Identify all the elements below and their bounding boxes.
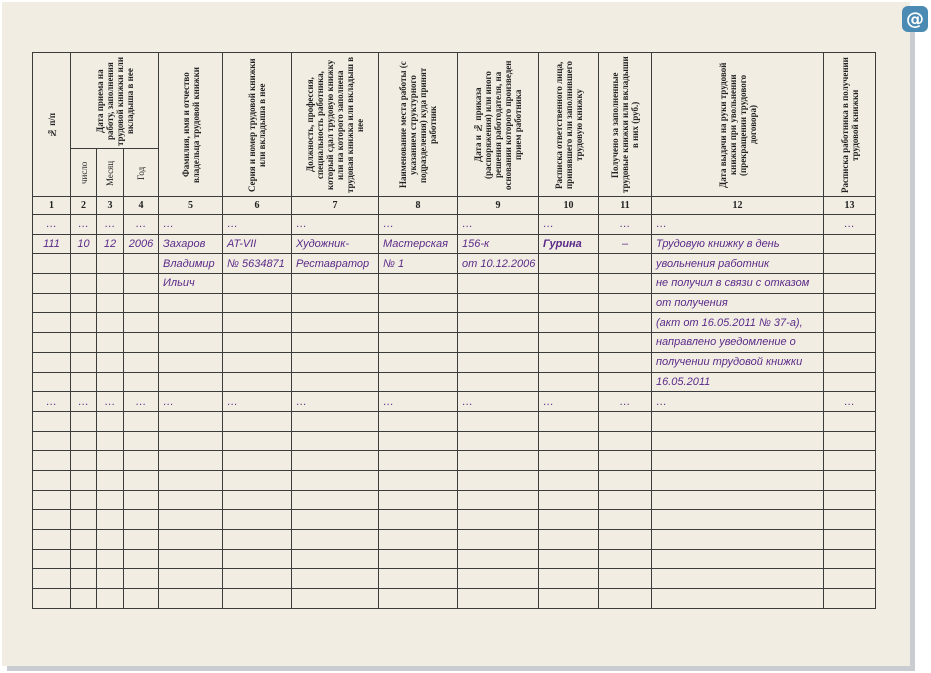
table-row (33, 530, 876, 550)
cell: … (124, 215, 159, 235)
header-responsible-signature: Расписка ответственного лица, принявшего или заполнившего трудовую книжку (539, 53, 599, 197)
cell: … (71, 392, 97, 412)
cell: … (71, 215, 97, 235)
table-row (33, 451, 876, 471)
table-row (33, 372, 876, 392)
header-date-group: Дата приема на работу, заполнения трудовой книжки или вкладыша в нее (71, 53, 159, 149)
entry-num: 111 (33, 234, 71, 254)
column-number: 7 (292, 197, 379, 215)
cell: … (379, 215, 458, 235)
labor-book-journal-table (32, 52, 876, 609)
cell: … (223, 392, 292, 412)
cell: … (458, 392, 539, 412)
table-row (33, 293, 876, 313)
cell: … (33, 215, 71, 235)
header-issue-date: Дата выдачи на руки трудовой книжки при увольнении (прекращении трудового договора) (652, 53, 824, 197)
entry-series: AT-VII (223, 234, 292, 254)
column-number: 10 (539, 197, 599, 215)
column-number: 5 (159, 197, 223, 215)
entry-issue: направлено уведомление о (652, 333, 824, 353)
table-row (33, 234, 876, 254)
header-paid: Получено за заполненные трудовые книжки или вкладыши в них (руб.) (599, 53, 652, 197)
entry-order: от 10.12.2006 (458, 254, 539, 274)
entry-name: Владимир (159, 254, 223, 274)
column-number: 1 (33, 197, 71, 215)
entry-year: 2006 (124, 234, 159, 254)
cell: … (33, 392, 71, 412)
cell: … (159, 215, 223, 235)
table-row (33, 549, 876, 569)
entry-issue: не получил в связи с отказом (652, 274, 824, 294)
column-number: 11 (599, 197, 652, 215)
cell: … (824, 392, 876, 412)
cell: … (97, 392, 124, 412)
entry-issue: увольнения работник (652, 254, 824, 274)
cell: … (539, 392, 599, 412)
header-day: число (71, 149, 97, 197)
header-month: Месяц (97, 149, 124, 197)
header-position: Должность, профессия, специальность работника, который сдал трудовую книжку или на которого заполнена трудовая книжка или вкладыш в нее (292, 53, 379, 197)
entry-order: 156-к (458, 234, 539, 254)
column-number: 8 (379, 197, 458, 215)
entry-day: 10 (71, 234, 97, 254)
entry-position: Художник- (292, 234, 379, 254)
header-series: Серия и номер трудовой книжки или вкладыша в нее (223, 53, 292, 197)
column-number: 6 (223, 197, 292, 215)
entry-name: Захаров (159, 234, 223, 254)
table-row (33, 411, 876, 431)
cell: … (539, 215, 599, 235)
entry-name: Ильич (159, 274, 223, 294)
entry-workplace: № 1 (379, 254, 458, 274)
cell: … (652, 392, 824, 412)
header-employee-signature: Расписка работника в получении трудовой книжки (824, 53, 876, 197)
entry-workplace: Мастерская (379, 234, 458, 254)
table-row (33, 589, 876, 609)
table-row (33, 431, 876, 451)
cell: … (292, 215, 379, 235)
header-num: № п/п (33, 53, 71, 197)
cell: … (599, 392, 652, 412)
cell: … (379, 392, 458, 412)
cell: … (223, 215, 292, 235)
entry-issue: (акт от 16.05.2011 № 37-а), (652, 313, 824, 333)
table-row (33, 352, 876, 372)
entry-issue: Трудовую книжку в день (652, 234, 824, 254)
cell: … (652, 215, 824, 235)
entry-month: 12 (97, 234, 124, 254)
cell: … (97, 215, 124, 235)
header-year: Год (124, 149, 159, 197)
column-number: 12 (652, 197, 824, 215)
entry-issue: получении трудовой книжки (652, 352, 824, 372)
header-order: Дата и № приказа (распоряжения) или иного решения работодателя, на основании которого произведен прием работника (458, 53, 539, 197)
cell: … (124, 392, 159, 412)
table-row (33, 215, 876, 235)
cell: … (159, 392, 223, 412)
column-number: 9 (458, 197, 539, 215)
column-numbers-row (33, 197, 876, 215)
table-row (33, 254, 876, 274)
table-row (33, 274, 876, 294)
cell (824, 234, 876, 254)
entry-signature: Гурина (539, 234, 599, 254)
entry-paid: – (599, 234, 652, 254)
site-logo-icon: @ (902, 6, 928, 32)
table-row (33, 510, 876, 530)
table-row (33, 392, 876, 412)
cell: … (599, 215, 652, 235)
cell: … (458, 215, 539, 235)
table-row (33, 569, 876, 589)
cell: … (292, 392, 379, 412)
column-number: 2 (71, 197, 97, 215)
column-number: 4 (124, 197, 159, 215)
entry-position: Реставратор (292, 254, 379, 274)
table-row (33, 333, 876, 353)
table-row (33, 313, 876, 333)
table-row (33, 470, 876, 490)
entry-issue: от получения (652, 293, 824, 313)
column-number: 13 (824, 197, 876, 215)
header-name: Фамилия, имя и отчество владельца трудовой книжки (159, 53, 223, 197)
table-row (33, 490, 876, 510)
cell: … (824, 215, 876, 235)
column-number: 3 (97, 197, 124, 215)
header-workplace: Наименование места работы (с указанием структурного подразделения) куда принят работник (379, 53, 458, 197)
entry-issue: 16.05.2011 (652, 372, 824, 392)
entry-series: № 5634871 (223, 254, 292, 274)
